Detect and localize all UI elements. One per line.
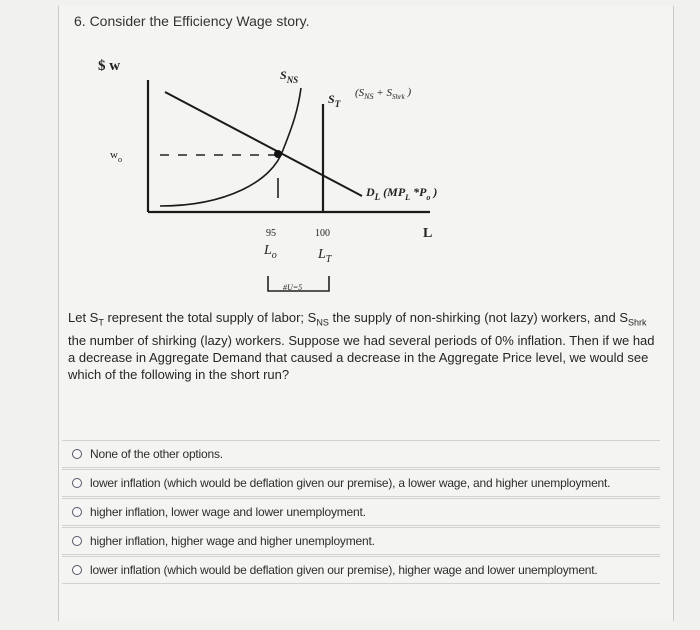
st-label: $S_T$ — [328, 92, 341, 109]
answer-option[interactable] — [62, 498, 660, 526]
question-title: 6. Consider the Efficiency Wage story. — [74, 13, 310, 29]
y-axis-label: $ w — [98, 58, 121, 74]
lt-label: $L_T$ — [318, 247, 332, 265]
answer-option-label: higher inflation, lower wage and lower unemployment. — [90, 505, 366, 519]
question-prompt: Let $S_T$ represent the total supply of labor; $S_{NS}$ the supply of non-shirking (not lazy) workers, and $S_{Shrk}$ the number of shirking (lazy) workers. Suppose we had several periods of 0% inflation. Then if we had a decrease in Aggregate Demand that caused a decrease in the Aggregate Price level, we would see which of the following in the short run? — [68, 310, 655, 382]
l0-value: 95 — [266, 228, 276, 239]
equilibrium-point — [274, 150, 282, 158]
x-axis-label: L — [423, 226, 433, 241]
answer-option-label: None of the other options. — [90, 447, 223, 461]
wage-label: $w_o$ — [110, 149, 122, 164]
answer-option-label: lower inflation (which would be deflation given our premise), higher wage and lower unemployment. — [90, 563, 598, 577]
answer-option-label: lower inflation (which would be deflation given our premise), a lower wage, and higher unemployment. — [90, 476, 611, 490]
l0-label: $L_o$ — [264, 243, 277, 261]
radio-button[interactable] — [72, 536, 82, 546]
efficiency-wage-graph — [0, 0, 700, 310]
answer-option-label: higher inflation, higher wage and higher unemployment. — [90, 534, 375, 548]
answer-option[interactable] — [62, 527, 660, 555]
answer-option[interactable] — [62, 469, 660, 497]
radio-button[interactable] — [72, 565, 82, 575]
radio-button[interactable] — [72, 507, 82, 517]
sns-label: $S_{NS}$ — [280, 68, 299, 85]
answer-option[interactable] — [62, 556, 660, 584]
answer-options — [62, 440, 660, 585]
radio-button[interactable] — [72, 449, 82, 459]
radio-button[interactable] — [72, 478, 82, 488]
sns-supply-curve — [160, 88, 301, 206]
lt-value: 100 — [315, 228, 330, 239]
st-definition: ($S_{NS} + S_{Shrk}$ ) — [355, 86, 412, 101]
answer-option[interactable] — [62, 440, 660, 468]
unemployment-bracket-label: #U=5 — [283, 283, 303, 292]
demand-label: $D_L$ ($MP_L$ $*P_o$ ) — [366, 185, 438, 202]
demand-curve — [165, 92, 362, 196]
